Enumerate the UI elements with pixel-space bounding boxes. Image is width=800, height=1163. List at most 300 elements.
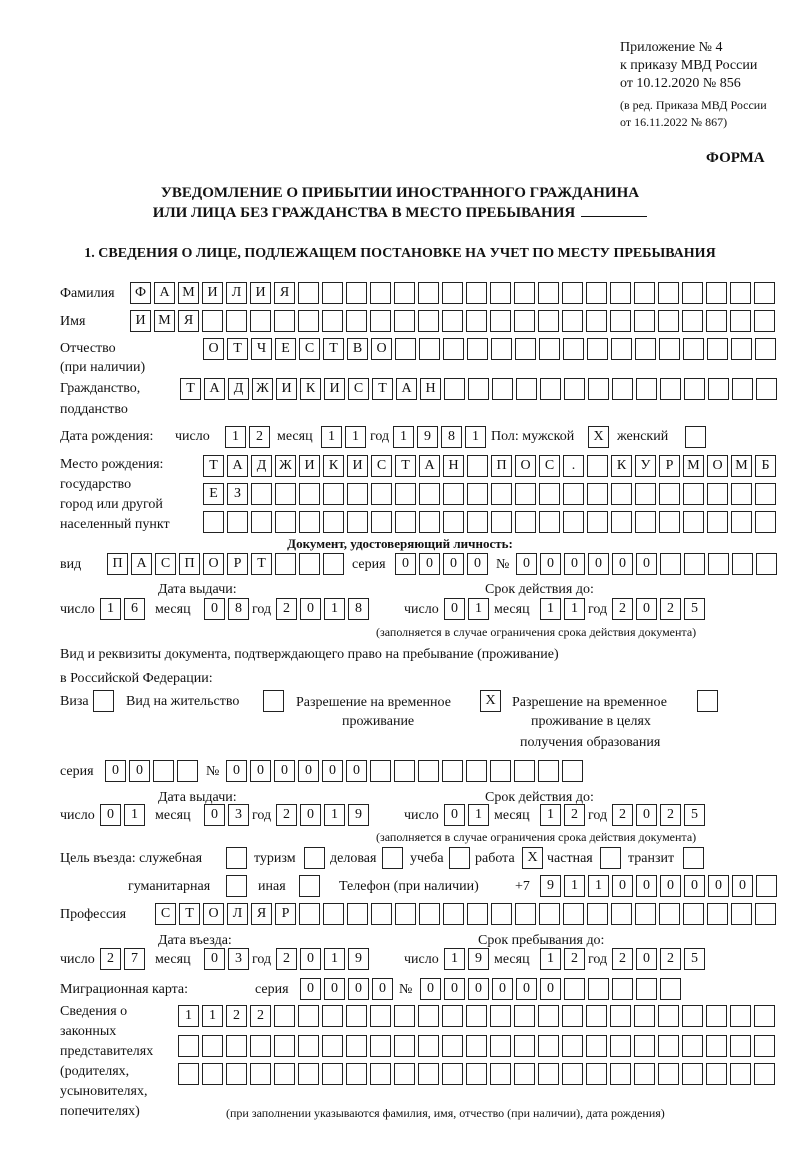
char-box[interactable]: 9	[540, 875, 561, 897]
char-box[interactable]	[754, 1035, 775, 1057]
patronymic-field[interactable]	[203, 338, 776, 360]
birthplace-field[interactable]	[203, 455, 776, 477]
stay-issue-day-field[interactable]	[100, 804, 145, 826]
char-box[interactable]	[226, 847, 247, 869]
char-box[interactable]	[370, 310, 391, 332]
char-box[interactable]	[610, 1005, 631, 1027]
char-box[interactable]	[756, 875, 777, 897]
char-box[interactable]: 1	[178, 1005, 199, 1027]
char-box[interactable]	[274, 1035, 295, 1057]
char-box[interactable]: 0	[468, 978, 489, 1000]
char-box[interactable]: А	[131, 553, 152, 575]
char-box[interactable]: 0	[250, 760, 271, 782]
char-box[interactable]	[697, 690, 718, 712]
doc-series-field[interactable]	[395, 553, 488, 575]
stay-valid-day-field[interactable]	[444, 804, 489, 826]
char-box[interactable]	[658, 1063, 679, 1085]
char-box[interactable]: 2	[276, 948, 297, 970]
char-box[interactable]	[418, 1005, 439, 1027]
char-box[interactable]	[730, 1063, 751, 1085]
char-box[interactable]: 0	[684, 875, 705, 897]
char-box[interactable]: О	[515, 455, 536, 477]
char-box[interactable]: Я	[274, 282, 295, 304]
valid-year-field[interactable]	[612, 598, 705, 620]
char-box[interactable]: Р	[227, 553, 248, 575]
char-box[interactable]	[564, 978, 585, 1000]
doc-number-field[interactable]	[516, 553, 777, 575]
valid-month-field[interactable]	[540, 598, 585, 620]
char-box[interactable]	[611, 338, 632, 360]
birth-day-field[interactable]	[225, 426, 270, 448]
char-box[interactable]: 1	[540, 948, 561, 970]
char-box[interactable]: 0	[444, 598, 465, 620]
char-box[interactable]: 1	[324, 948, 345, 970]
char-box[interactable]	[382, 847, 403, 869]
char-box[interactable]	[707, 483, 728, 505]
char-box[interactable]	[466, 1063, 487, 1085]
char-box[interactable]	[202, 1063, 223, 1085]
char-box[interactable]: 0	[105, 760, 126, 782]
char-box[interactable]	[539, 338, 560, 360]
char-box[interactable]: 0	[636, 804, 657, 826]
char-box[interactable]: 0	[492, 978, 513, 1000]
char-box[interactable]	[538, 1063, 559, 1085]
char-box[interactable]	[707, 511, 728, 533]
char-box[interactable]	[203, 511, 224, 533]
char-box[interactable]	[515, 338, 536, 360]
char-box[interactable]: М	[178, 282, 199, 304]
char-box[interactable]	[299, 511, 320, 533]
issue-day-field[interactable]	[100, 598, 145, 620]
char-box[interactable]: 0	[298, 760, 319, 782]
char-box[interactable]	[370, 282, 391, 304]
char-box[interactable]: 0	[300, 948, 321, 970]
char-box[interactable]	[515, 483, 536, 505]
char-box[interactable]: Т	[203, 455, 224, 477]
char-box[interactable]	[153, 760, 174, 782]
char-box[interactable]	[347, 483, 368, 505]
char-box[interactable]	[263, 690, 284, 712]
char-box[interactable]	[467, 338, 488, 360]
char-box[interactable]	[444, 378, 465, 400]
stay-month-field[interactable]	[540, 948, 585, 970]
char-box[interactable]	[538, 760, 559, 782]
char-box[interactable]	[730, 1035, 751, 1057]
char-box[interactable]	[274, 1063, 295, 1085]
char-box[interactable]	[706, 1063, 727, 1085]
char-box[interactable]	[346, 310, 367, 332]
char-box[interactable]	[587, 903, 608, 925]
char-box[interactable]	[660, 378, 681, 400]
char-box[interactable]: Т	[395, 455, 416, 477]
char-box[interactable]: 0	[516, 978, 537, 1000]
char-box[interactable]	[467, 903, 488, 925]
char-box[interactable]: 5	[684, 948, 705, 970]
char-box[interactable]: А	[154, 282, 175, 304]
char-box[interactable]: О	[203, 338, 224, 360]
visa-checkbox[interactable]	[93, 690, 114, 712]
char-box[interactable]	[516, 378, 537, 400]
char-box[interactable]	[514, 310, 535, 332]
char-box[interactable]: 1	[324, 804, 345, 826]
char-box[interactable]	[346, 282, 367, 304]
char-box[interactable]: 1	[124, 804, 145, 826]
char-box[interactable]	[659, 511, 680, 533]
char-box[interactable]: У	[635, 455, 656, 477]
char-box[interactable]: 8	[441, 426, 462, 448]
char-box[interactable]: С	[371, 455, 392, 477]
char-box[interactable]	[538, 1035, 559, 1057]
char-box[interactable]	[731, 338, 752, 360]
representatives-field[interactable]	[178, 1035, 775, 1057]
char-box[interactable]	[682, 1035, 703, 1057]
char-box[interactable]: Д	[228, 378, 249, 400]
stay-year-field[interactable]	[612, 948, 705, 970]
char-box[interactable]	[419, 483, 440, 505]
char-box[interactable]: 0	[612, 875, 633, 897]
char-box[interactable]	[251, 511, 272, 533]
char-box[interactable]: 0	[204, 598, 225, 620]
char-box[interactable]	[202, 1035, 223, 1057]
char-box[interactable]	[730, 282, 751, 304]
char-box[interactable]	[299, 903, 320, 925]
char-box[interactable]: 2	[100, 948, 121, 970]
entry-year-field[interactable]	[276, 948, 369, 970]
char-box[interactable]	[635, 483, 656, 505]
char-box[interactable]	[731, 903, 752, 925]
char-box[interactable]: 1	[468, 598, 489, 620]
char-box[interactable]	[304, 847, 325, 869]
char-box[interactable]: 0	[372, 978, 393, 1000]
char-box[interactable]	[730, 310, 751, 332]
char-box[interactable]: 1	[468, 804, 489, 826]
char-box[interactable]	[600, 847, 621, 869]
char-box[interactable]	[730, 1005, 751, 1027]
char-box[interactable]: X	[522, 847, 543, 869]
char-box[interactable]: 6	[124, 598, 145, 620]
char-box[interactable]: И	[130, 310, 151, 332]
char-box[interactable]: X	[588, 426, 609, 448]
char-box[interactable]	[490, 760, 511, 782]
profession-field[interactable]	[155, 903, 776, 925]
char-box[interactable]: Р	[659, 455, 680, 477]
char-box[interactable]: 0	[708, 875, 729, 897]
char-box[interactable]: 0	[636, 598, 657, 620]
char-box[interactable]	[610, 310, 631, 332]
char-box[interactable]	[178, 1035, 199, 1057]
char-box[interactable]: А	[419, 455, 440, 477]
char-box[interactable]: 9	[348, 948, 369, 970]
char-box[interactable]	[250, 1035, 271, 1057]
char-box[interactable]	[658, 1035, 679, 1057]
char-box[interactable]	[346, 1005, 367, 1027]
char-box[interactable]	[515, 903, 536, 925]
char-box[interactable]	[682, 282, 703, 304]
char-box[interactable]	[178, 1063, 199, 1085]
char-box[interactable]	[490, 1035, 511, 1057]
char-box[interactable]: 5	[684, 804, 705, 826]
char-box[interactable]: О	[203, 903, 224, 925]
stay-issue-year-field[interactable]	[276, 804, 369, 826]
char-box[interactable]: 2	[660, 804, 681, 826]
char-box[interactable]: 1	[540, 804, 561, 826]
char-box[interactable]: Т	[323, 338, 344, 360]
char-box[interactable]: X	[480, 690, 501, 712]
purpose-study-checkbox[interactable]	[449, 847, 470, 869]
char-box[interactable]	[467, 511, 488, 533]
char-box[interactable]	[755, 903, 776, 925]
char-box[interactable]: О	[707, 455, 728, 477]
char-box[interactable]	[177, 760, 198, 782]
char-box[interactable]	[755, 338, 776, 360]
char-box[interactable]	[754, 310, 775, 332]
char-box[interactable]: 0	[540, 553, 561, 575]
stay-issue-month-field[interactable]	[204, 804, 249, 826]
char-box[interactable]: О	[203, 553, 224, 575]
char-box[interactable]	[370, 1035, 391, 1057]
char-box[interactable]	[514, 1005, 535, 1027]
char-box[interactable]	[563, 903, 584, 925]
char-box[interactable]	[490, 282, 511, 304]
char-box[interactable]	[731, 511, 752, 533]
char-box[interactable]	[611, 483, 632, 505]
char-box[interactable]	[490, 310, 511, 332]
char-box[interactable]	[539, 483, 560, 505]
char-box[interactable]	[539, 903, 560, 925]
char-box[interactable]	[706, 1005, 727, 1027]
char-box[interactable]	[586, 282, 607, 304]
char-box[interactable]: М	[683, 455, 704, 477]
char-box[interactable]: Т	[372, 378, 393, 400]
char-box[interactable]	[394, 760, 415, 782]
purpose-humanitarian-checkbox[interactable]	[226, 875, 247, 897]
char-box[interactable]	[514, 760, 535, 782]
char-box[interactable]	[274, 1005, 295, 1027]
purpose-transit-checkbox[interactable]	[683, 847, 704, 869]
surname-field[interactable]	[130, 282, 775, 304]
char-box[interactable]: 0	[300, 598, 321, 620]
char-box[interactable]	[250, 310, 271, 332]
char-box[interactable]: 1	[564, 598, 585, 620]
char-box[interactable]	[611, 511, 632, 533]
char-box[interactable]: 0	[636, 875, 657, 897]
char-box[interactable]	[226, 875, 247, 897]
char-box[interactable]: 0	[660, 875, 681, 897]
char-box[interactable]	[563, 483, 584, 505]
char-box[interactable]	[442, 1005, 463, 1027]
char-box[interactable]: .	[563, 455, 584, 477]
char-box[interactable]	[274, 310, 295, 332]
char-box[interactable]	[466, 1035, 487, 1057]
char-box[interactable]	[370, 1063, 391, 1085]
female-checkbox[interactable]	[685, 426, 706, 448]
char-box[interactable]: 2	[249, 426, 270, 448]
char-box[interactable]: Л	[227, 903, 248, 925]
char-box[interactable]: В	[347, 338, 368, 360]
char-box[interactable]	[322, 282, 343, 304]
char-box[interactable]	[562, 282, 583, 304]
char-box[interactable]: Т	[251, 553, 272, 575]
char-box[interactable]	[634, 1035, 655, 1057]
char-box[interactable]: 1	[225, 426, 246, 448]
char-box[interactable]: Е	[275, 338, 296, 360]
char-box[interactable]	[634, 1063, 655, 1085]
char-box[interactable]	[275, 483, 296, 505]
char-box[interactable]: 0	[443, 553, 464, 575]
char-box[interactable]: А	[396, 378, 417, 400]
char-box[interactable]: 0	[324, 978, 345, 1000]
char-box[interactable]	[466, 310, 487, 332]
char-box[interactable]	[226, 1035, 247, 1057]
char-box[interactable]	[346, 1035, 367, 1057]
char-box[interactable]: 0	[204, 948, 225, 970]
char-box[interactable]: 1	[588, 875, 609, 897]
char-box[interactable]: 0	[564, 553, 585, 575]
char-box[interactable]: С	[539, 455, 560, 477]
char-box[interactable]: 0	[129, 760, 150, 782]
birthplace-field[interactable]	[203, 511, 776, 533]
char-box[interactable]	[442, 760, 463, 782]
char-box[interactable]	[323, 903, 344, 925]
char-box[interactable]	[449, 847, 470, 869]
char-box[interactable]	[227, 511, 248, 533]
purpose-business-checkbox[interactable]	[382, 847, 403, 869]
char-box[interactable]: М	[154, 310, 175, 332]
char-box[interactable]: 3	[228, 804, 249, 826]
char-box[interactable]: К	[323, 455, 344, 477]
char-box[interactable]: И	[250, 282, 271, 304]
char-box[interactable]: Я	[251, 903, 272, 925]
char-box[interactable]	[466, 760, 487, 782]
char-box[interactable]	[706, 1035, 727, 1057]
char-box[interactable]	[491, 483, 512, 505]
char-box[interactable]	[443, 511, 464, 533]
char-box[interactable]	[299, 875, 320, 897]
char-box[interactable]: Ф	[130, 282, 151, 304]
char-box[interactable]	[755, 511, 776, 533]
stay-valid-month-field[interactable]	[540, 804, 585, 826]
purpose-other-checkbox[interactable]	[299, 875, 320, 897]
char-box[interactable]: Ж	[275, 455, 296, 477]
char-box[interactable]: 1	[321, 426, 342, 448]
char-box[interactable]	[634, 282, 655, 304]
char-box[interactable]	[298, 310, 319, 332]
char-box[interactable]	[371, 903, 392, 925]
char-box[interactable]: 0	[395, 553, 416, 575]
char-box[interactable]	[658, 310, 679, 332]
char-box[interactable]: Р	[275, 903, 296, 925]
char-box[interactable]: 0	[204, 804, 225, 826]
purpose-private-checkbox[interactable]	[600, 847, 621, 869]
char-box[interactable]	[93, 690, 114, 712]
char-box[interactable]	[586, 310, 607, 332]
char-box[interactable]	[538, 282, 559, 304]
char-box[interactable]	[610, 282, 631, 304]
char-box[interactable]	[394, 1005, 415, 1027]
char-box[interactable]: 0	[346, 760, 367, 782]
char-box[interactable]: 0	[444, 804, 465, 826]
char-box[interactable]	[706, 310, 727, 332]
char-box[interactable]	[731, 483, 752, 505]
char-box[interactable]	[732, 553, 753, 575]
char-box[interactable]	[322, 310, 343, 332]
char-box[interactable]	[418, 1063, 439, 1085]
char-box[interactable]: 0	[612, 553, 633, 575]
char-box[interactable]: К	[300, 378, 321, 400]
char-box[interactable]: 9	[417, 426, 438, 448]
char-box[interactable]	[394, 282, 415, 304]
char-box[interactable]: И	[299, 455, 320, 477]
char-box[interactable]	[755, 483, 776, 505]
char-box[interactable]	[299, 483, 320, 505]
char-box[interactable]	[635, 903, 656, 925]
char-box[interactable]	[467, 483, 488, 505]
stay-day-field[interactable]	[444, 948, 489, 970]
char-box[interactable]	[442, 1035, 463, 1057]
char-box[interactable]	[707, 338, 728, 360]
doc-type-field[interactable]	[107, 553, 344, 575]
char-box[interactable]: 2	[276, 804, 297, 826]
char-box[interactable]	[636, 378, 657, 400]
char-box[interactable]	[634, 310, 655, 332]
char-box[interactable]: 2	[612, 804, 633, 826]
char-box[interactable]: 1	[324, 598, 345, 620]
char-box[interactable]	[323, 553, 344, 575]
char-box[interactable]	[394, 1035, 415, 1057]
char-box[interactable]	[514, 1063, 535, 1085]
birth-month-field[interactable]	[321, 426, 366, 448]
char-box[interactable]	[468, 378, 489, 400]
residence-checkbox[interactable]	[263, 690, 284, 712]
char-box[interactable]	[442, 1063, 463, 1085]
char-box[interactable]: 5	[684, 598, 705, 620]
char-box[interactable]	[612, 378, 633, 400]
char-box[interactable]	[491, 338, 512, 360]
char-box[interactable]: А	[204, 378, 225, 400]
char-box[interactable]	[756, 378, 777, 400]
char-box[interactable]	[443, 903, 464, 925]
char-box[interactable]	[418, 1035, 439, 1057]
char-box[interactable]	[538, 310, 559, 332]
char-box[interactable]: 0	[100, 804, 121, 826]
char-box[interactable]	[683, 903, 704, 925]
stay-series-field[interactable]	[105, 760, 198, 782]
char-box[interactable]: 2	[250, 1005, 271, 1027]
char-box[interactable]: 0	[300, 978, 321, 1000]
char-box[interactable]	[754, 282, 775, 304]
char-box[interactable]	[466, 1005, 487, 1027]
issue-year-field[interactable]	[276, 598, 369, 620]
char-box[interactable]	[611, 903, 632, 925]
char-box[interactable]	[443, 483, 464, 505]
char-box[interactable]	[587, 511, 608, 533]
char-box[interactable]: И	[324, 378, 345, 400]
char-box[interactable]: 0	[636, 948, 657, 970]
char-box[interactable]	[322, 1063, 343, 1085]
char-box[interactable]: К	[611, 455, 632, 477]
char-box[interactable]	[322, 1035, 343, 1057]
phone-field[interactable]	[540, 875, 777, 897]
char-box[interactable]	[347, 903, 368, 925]
char-box[interactable]	[659, 483, 680, 505]
char-box[interactable]	[634, 1005, 655, 1027]
char-box[interactable]	[514, 1035, 535, 1057]
char-box[interactable]: Ч	[251, 338, 272, 360]
char-box[interactable]	[298, 282, 319, 304]
char-box[interactable]	[418, 310, 439, 332]
char-box[interactable]	[610, 1063, 631, 1085]
char-box[interactable]	[323, 511, 344, 533]
